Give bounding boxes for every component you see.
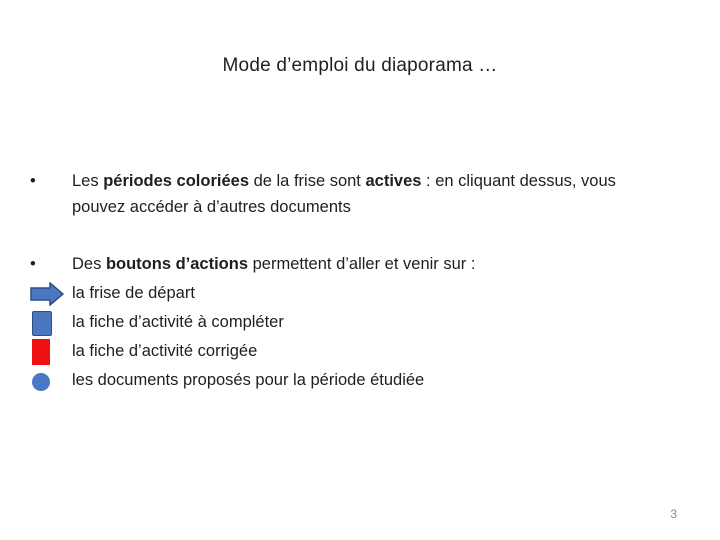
slide-title: Mode d’emploi du diaporama … <box>222 55 498 76</box>
bullet-text-prefix: Des <box>72 255 106 273</box>
bullet-boutons <box>30 250 670 395</box>
action-label-fiche-completer: la fiche d’activité à compléter <box>72 313 284 331</box>
action-fiche-corrigee[interactable] <box>30 337 670 366</box>
bullet-text-bold-boutons: boutons d’actions <box>105 255 249 273</box>
arrow-right-icon[interactable] <box>30 282 64 306</box>
bullet-text-prefix: Les <box>72 172 104 190</box>
bullet-line <box>30 250 670 279</box>
bullet-line <box>30 168 670 194</box>
action-label-frise: la frise de départ <box>72 284 195 302</box>
square-icon[interactable] <box>32 339 50 365</box>
square-icon[interactable] <box>32 311 52 336</box>
bullet-marker: • <box>30 255 36 273</box>
bullet-text-middle: de la frise sont <box>249 172 366 190</box>
action-label-fiche-corrigee: la fiche d’activité corrigée <box>72 342 258 360</box>
bullet-marker: • <box>30 172 36 190</box>
bullet-periodes <box>30 168 670 220</box>
bullet-text-bold-periodes: périodes coloriées <box>103 172 249 190</box>
circle-icon[interactable] <box>32 373 50 391</box>
bullet-text-suffix: permettent d’aller et venir sur : <box>248 255 476 273</box>
action-documents[interactable] <box>30 366 670 395</box>
bullet-continuation: pouvez accéder à d’autres documents <box>72 198 351 216</box>
action-label-documents: les documents proposés pour la période étudiée <box>72 371 425 389</box>
action-frise[interactable] <box>30 279 670 308</box>
bullet-text-bold-actives: actives <box>365 172 422 190</box>
page-number: 3 <box>670 507 677 521</box>
action-fiche-a-completer[interactable] <box>30 308 670 337</box>
bullet-text-suffix: : en cliquant dessus, vous <box>421 172 616 190</box>
